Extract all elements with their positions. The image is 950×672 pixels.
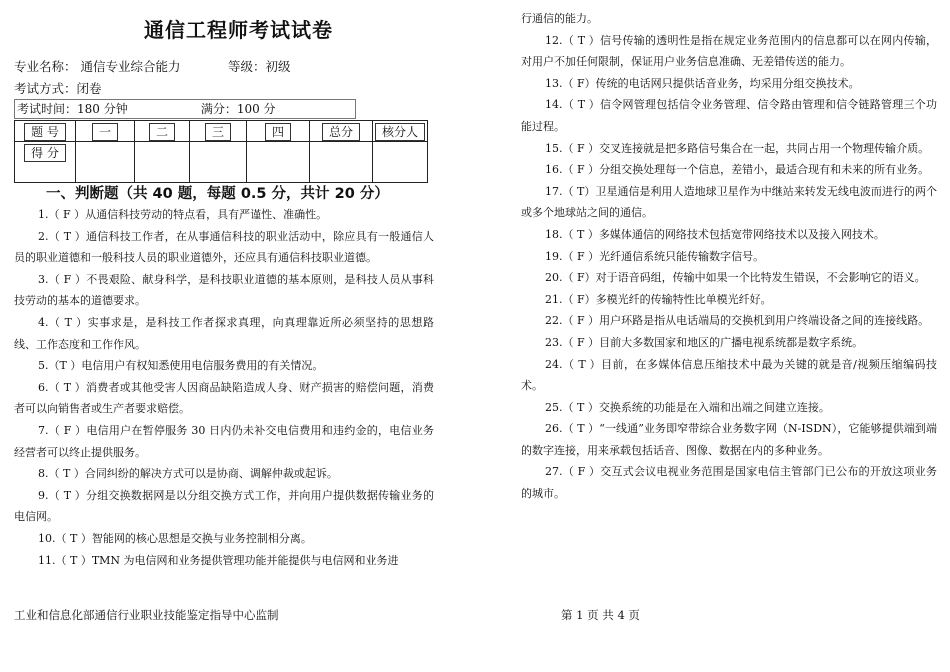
level-label: 等级：初级 <box>227 59 291 74</box>
score-cell[interactable] <box>190 142 247 183</box>
score-cell[interactable] <box>135 142 190 183</box>
header-cell: 三 <box>190 121 247 142</box>
question-item: 21.（ F）多模光纤的传输特性比单模光纤好。 <box>545 292 772 306</box>
question-item: 5.（T ）电信用户有权知悉使用电信服务费用的有关情况。 <box>38 359 324 373</box>
question-item: 24.（ T ）目前，在多媒体信息压缩技术中最为关键的就是音/视频压缩编码技术。 <box>521 357 937 393</box>
header-cell: 题 号 <box>15 121 76 142</box>
question-item: 12.（ T ）信号传输的透明性是指在规定业务范围内的信息都可以在网内传输，对用户不加任何限制，保证用户业务信息准确、无差错传送的能力。 <box>521 33 937 69</box>
question-item: 18.（ T ）多媒体通信的网络技术包括宽带网络技术以及接入网技术。 <box>545 227 885 241</box>
page-number: 第 1 页 共 4 页 <box>561 608 640 622</box>
question-item: 3.（ F ）不畏艰险、献身科学，是科技职业道德的基本原则，是科技人员从事科技劳动的基本的道德要求。 <box>14 272 434 308</box>
score-table-header-row <box>15 121 428 142</box>
exam-title: 通信工程师考试试卷 <box>144 18 333 42</box>
question-list-left <box>14 204 434 571</box>
header-cell: 一 <box>76 121 135 142</box>
time-score-box <box>14 99 356 119</box>
question-item: 10.（ T ）智能网的核心思想是交换与业务控制相分离。 <box>38 531 312 545</box>
question-item: 1.（ F ）从通信科技劳动的特点看，具有严谨性、准确性。 <box>38 208 328 221</box>
exam-meta <box>14 56 434 100</box>
question-item: 7.（ F ）电信用户在暂停服务 30 日内仍未补交电信费用和违约金的，电信业务经营者可以终止提供服务。 <box>14 423 434 459</box>
question-item: 行通信的能力。 <box>521 12 598 25</box>
question-item: 8.（ T ）合同纠纷的解决方式可以是协商、调解仲裁或起诉。 <box>38 467 338 481</box>
question-item: 4.（ T ）实事求是，是科技工作者探求真理，向真理靠近所必须坚持的思想路线、工作态度和工作作风。 <box>14 315 434 351</box>
score-cell[interactable] <box>247 142 310 183</box>
footer-left: 工业和信息化部通信行业职业技能鉴定指导中心监制 <box>14 608 279 622</box>
score-label-cell: 得 分 <box>15 142 76 183</box>
question-item: 15.（ F ）交叉连接就是把多路信号集合在一起，共同占用一个物理传输介质。 <box>545 141 930 155</box>
header-cell: 四 <box>247 121 310 142</box>
question-list-right <box>521 8 937 505</box>
question-item: 11.（ T ）TMN 为电信网和业务提供管理功能并能提供与电信网和业务进 <box>38 553 399 567</box>
question-item: 20.（ F）对于语音码组，传输中如果一个比特发生错误，不会影响它的语义。 <box>545 271 926 285</box>
score-cell[interactable] <box>373 142 428 183</box>
duration-label: 考试时间：180 分钟 <box>17 102 128 116</box>
major-label: 专业名称： 通信专业综合能力 <box>14 59 181 74</box>
exam-method-label: 考试方式：闭卷 <box>14 81 102 96</box>
header-cell: 二 <box>135 121 190 142</box>
section-title: 一、判断题（共 40 题，每题 0.5 分，共计 20 分） <box>46 186 389 202</box>
question-item: 14.（ T ）信令网管理包括信令业务管理、信令路由管理和信令链路管理三个功能过程。 <box>521 98 937 133</box>
score-table <box>14 120 428 183</box>
header-cell: 核分人 <box>373 121 428 142</box>
question-item: 27.（ F ）交互式会议电视业务范围是国家电信主管部门已公布的开放这项业务的城市。 <box>521 465 937 501</box>
question-item: 6.（ T ）消费者或其他受害人因商品缺陷造成人身、财产损害的赔偿问题，消费者可以向销售者或生产者要求赔偿。 <box>14 380 434 416</box>
question-item: 26.（ T ）“一线通”业务即窄带综合业务数字网（N-ISDN），它能够提供端到端的数字连接，用来承载包括话音、图像、数据在内的多种业务。 <box>521 422 937 457</box>
question-item: 9.（ T ）分组交换数据网是以分组交换方式工作，并向用户提供数据传输业务的电信网。 <box>14 488 434 524</box>
question-item: 13.（ F）传统的电话网只提供话音业务，均采用分组交换技术。 <box>545 76 860 90</box>
header-cell: 总分 <box>310 121 373 142</box>
question-item: 22.（ F ）用户环路是指从电话端局的交换机到用户终端设备之间的连接线路。 <box>545 314 930 328</box>
score-table-score-row <box>15 142 428 183</box>
question-item: 16.（ F ）分组交换处理每一个信息，差错小，最适合现有和未来的所有业务。 <box>545 163 930 177</box>
score-cell[interactable] <box>76 142 135 183</box>
question-item: 23.（ F ）目前大多数国家和地区的广播电视系统都是数字系统。 <box>545 335 864 349</box>
score-cell[interactable] <box>310 142 373 183</box>
question-item: 19.（ F ）光纤通信系统只能传输数字信号。 <box>545 249 765 263</box>
question-item: 25.（ T ）交换系统的功能是在入端和出端之间建立连接。 <box>545 400 830 414</box>
question-item: 2.（ T ）通信科技工作者，在从事通信科技的职业活动中，除应具有一般通信人员的职业道德和一般科技人员的职业道德外，还应具有通信科技职业道德。 <box>14 229 434 265</box>
full-score-label: 满分：100 分 <box>200 102 276 116</box>
question-item: 17.（ T）卫星通信是利用人造地球卫星作为中继站来转发无线电波而进行的两个或多个地球站之间的通信。 <box>521 184 937 220</box>
